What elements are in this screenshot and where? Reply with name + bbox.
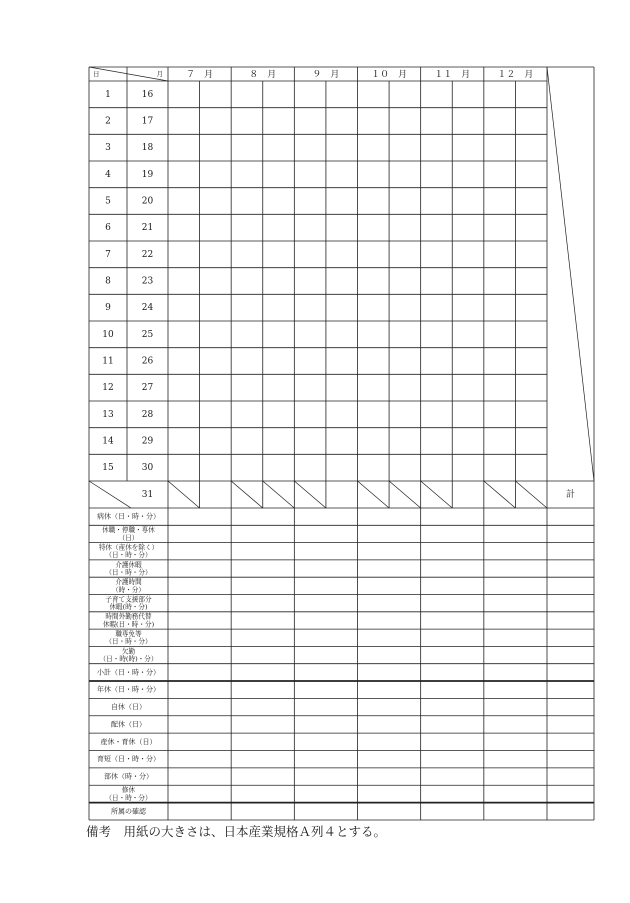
corner-month-label: 月 [156,70,163,78]
summary-row-label: （日） [118,533,139,542]
day-number-left: 7 [105,249,111,260]
day-number-left: 6 [105,223,111,234]
day-number-left: 14 [102,436,114,447]
month-header-label: ７ 月 [186,70,214,80]
day-number-left: 4 [105,169,111,180]
unused-day-diagonal [484,481,516,508]
day-number-right: 23 [141,276,154,287]
day-number-right: 30 [141,463,154,474]
day-number-right: 16 [141,89,154,100]
day-number-left: 9 [105,303,111,314]
summary-row-label: （時・分） [112,585,145,594]
day-number-left: 13 [102,409,114,420]
day-number-left: 11 [102,356,114,367]
summary-row-label: 介護休暇 [115,560,142,569]
unused-day-diagonal [168,481,200,508]
day-number-right: 19 [141,169,154,180]
day-number-left: 10 [102,329,114,340]
summary-row-label: 病休（日・時・分） [97,512,160,521]
leave-row-label: 配休（日） [111,720,146,729]
day-number-left: 8 [105,276,111,287]
month-header-label: １１ 月 [434,70,471,80]
month-header-label: ８ 月 [249,70,277,80]
summary-row-label: 休暇(時・分) [109,603,148,612]
day-number-31: 31 [141,490,154,500]
day-number-right: 17 [141,116,154,127]
day-number-right: 22 [141,249,154,260]
unused-day-diagonal [294,481,326,508]
month-header-label: １２ 月 [497,70,534,80]
leave-row-label: 所属の確認 [111,807,146,816]
day-number-left: 15 [102,463,114,474]
summary-row-label: 特休（産休を除く） [98,543,159,552]
unused-day-diagonal [231,481,263,508]
corner-day-label: 日 [93,70,100,78]
summary-row-label: （日・時・分） [105,568,152,577]
total-column-diagonal [547,67,594,481]
day-number-right: 28 [141,409,154,420]
day-number-left: 3 [105,143,111,154]
day-number-right: 29 [141,436,154,447]
day-number-right: 21 [141,223,154,234]
summary-row-label: 介護時間 [115,578,142,587]
day-number-right: 25 [141,329,154,340]
total-label: 計 [565,490,576,500]
summary-row-label: 時間外勤務代替 [105,612,152,621]
day-number-left: 12 [102,383,114,394]
day-number-right: 18 [141,143,154,154]
day-number-left: 5 [105,196,111,207]
day-number-left: 2 [105,116,111,127]
day-number-right: 24 [141,303,154,314]
summary-row-label: （日・時・分） [105,637,152,646]
summary-row-label: 休暇(日・時・分) [102,620,155,629]
unused-day-diagonal [389,481,421,508]
unused-day-diagonal [358,481,390,508]
day-number-right: 20 [141,196,154,207]
leave-row-label: 産休・育休（日） [100,737,157,746]
leave-row-label: 育短（日・時・分） [97,755,160,764]
month-header-label: ９ 月 [312,70,340,80]
leave-row-label: 部休（時・分） [104,772,153,781]
leave-row-label: （日・時・分） [105,793,152,802]
summary-row-label: 欠勤 [121,647,136,656]
summary-row-label: 休職・停職・専休 [102,526,155,535]
leave-row-label: 修休 [121,786,136,795]
summary-row-label: 小計（日・時・分） [97,668,160,677]
summary-row-label: （日・時・分） [105,551,152,560]
unused-day-diagonal [515,481,547,508]
summary-row-label: （日・時(時)・分） [99,654,158,663]
unused-day-diagonal [263,481,295,508]
day-number-right: 27 [141,383,154,394]
summary-row-label: 職専免等 [115,629,142,638]
unused-day-diagonal [421,481,453,508]
month-header-label: １０ 月 [371,70,408,80]
leave-row-label: 年休（日・時・分） [97,685,160,694]
summary-row-label: 子育て支援部分 [105,595,152,604]
day31-left-diagonal [89,481,131,508]
remark-note: 備考 用紙の大きさは、日本産業規格Ａ列４とする。 [86,824,387,839]
day-number-right: 26 [141,356,154,367]
leave-row-label: 自休（日） [111,703,146,712]
day-number-left: 1 [105,89,111,100]
